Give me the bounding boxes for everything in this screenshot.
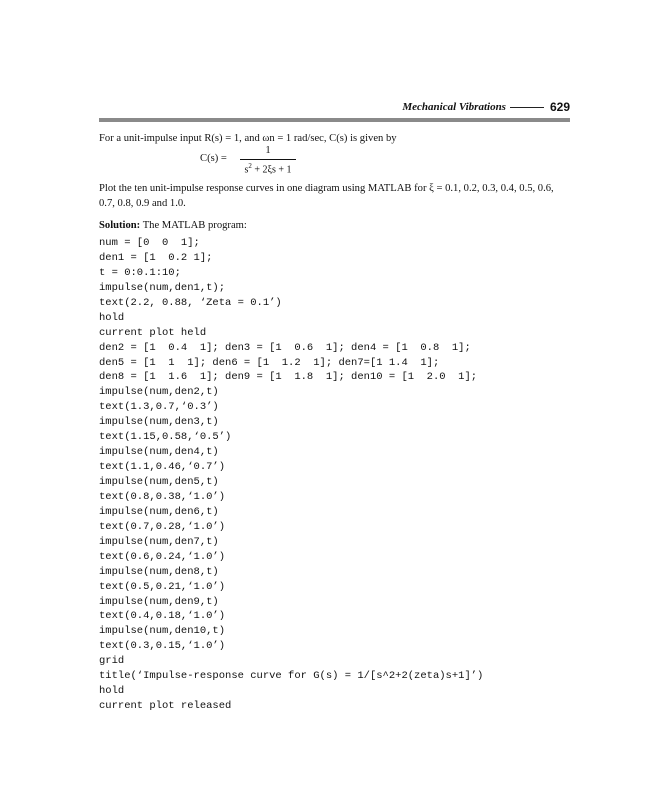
code-line: text(1.1,0.46,‘0.7’) <box>99 461 226 474</box>
fraction-bar <box>240 159 296 160</box>
code-line: impulse(num,den4,t) <box>99 446 219 459</box>
running-title: Mechanical Vibrations <box>402 101 506 113</box>
code-line: text(1.3,0.7,‘0.3’) <box>99 401 219 414</box>
solution-text: The MATLAB program: <box>142 220 247 231</box>
code-line: t = 0:0.1:10; <box>99 266 181 279</box>
intro-text: For a unit-impulse input R(s) = 1, and ωn = 1 rad/sec, C(s) is given by <box>99 133 397 144</box>
code-line: den1 = [1 0.2 1]; <box>99 251 213 264</box>
code-line: text(1.15,0.58,‘0.5’) <box>99 431 232 444</box>
code-line: text(0.6,0.24,‘1.0’) <box>99 550 226 563</box>
code-line: text(0.4,0.18,‘1.0’) <box>99 610 226 623</box>
code-line: text(0.3,0.15,‘1.0’) <box>99 640 226 653</box>
problem-statement-text: Plot the ten unit-impulse response curves in one diagram using MATLAB for ξ = 0.1, 0.2, 0.3, 0.4, 0.5, 0.6, 0.7, 0.8, 0.9 and 1.0. <box>99 183 554 209</box>
running-head <box>402 100 570 114</box>
running-head-dash <box>510 107 544 108</box>
code-line: impulse(num,den10,t) <box>99 625 226 638</box>
code-line: num = [0 0 1]; <box>99 237 200 249</box>
code-line: impulse(num,den7,t) <box>99 535 219 548</box>
problem-statement <box>99 181 571 211</box>
code-line: hold <box>99 685 125 698</box>
formula-denominator: $s^2 + 2\xi s + 1$ <box>244 162 292 176</box>
code-line: impulse(num,den2,t) <box>99 386 219 399</box>
page-number: 629 <box>549 100 570 114</box>
intro-paragraph <box>99 131 571 146</box>
page-header <box>99 96 570 122</box>
code-line: text(0.5,0.21,‘1.0’) <box>99 580 226 593</box>
code-line: current plot released <box>99 700 232 713</box>
code-line: impulse(num,den8,t) <box>99 565 219 578</box>
code-line: impulse(num,den3,t) <box>99 416 219 429</box>
formula-numerator: 1 <box>265 145 271 156</box>
code-line: den2 = [1 0.4 1]; den3 = [1 0.6 1]; den4 = [1 0.8 1]; <box>99 341 471 354</box>
code-line: text(2.2, 0.88, ‘Zeta = 0.1’) <box>99 296 282 309</box>
solution-heading <box>99 218 571 233</box>
code-line: impulse(num,den6,t) <box>99 505 219 518</box>
code-line: grid <box>99 655 125 668</box>
code-line: hold <box>99 311 125 324</box>
solution-label: Solution: <box>99 220 141 231</box>
code-line: text(0.8,0.38,‘1.0’) <box>99 490 226 503</box>
code-line: text(0.7,0.28,‘1.0’) <box>99 520 226 533</box>
header-rule <box>99 118 570 122</box>
code-line: impulse(num,den1,t); <box>99 281 226 294</box>
code-line: impulse(num,den9,t) <box>99 595 219 608</box>
formula-fraction <box>240 145 296 175</box>
code-line: den5 = [1 1 1]; den6 = [1 1.2 1]; den7=[1 1.4 1]; <box>99 356 440 369</box>
matlab-code-block <box>99 236 569 714</box>
code-line: impulse(num,den5,t) <box>99 476 219 488</box>
code-line: title(‘Impulse-response curve for G(s) = 1/[s^2+2(zeta)s+1]’) <box>99 670 484 683</box>
code-line: den8 = [1 1.6 1]; den9 = [1 1.8 1]; den10 = [1 2.0 1]; <box>99 371 478 384</box>
code-line: current plot held <box>99 326 207 339</box>
formula-lhs: C(s) = <box>200 153 227 164</box>
